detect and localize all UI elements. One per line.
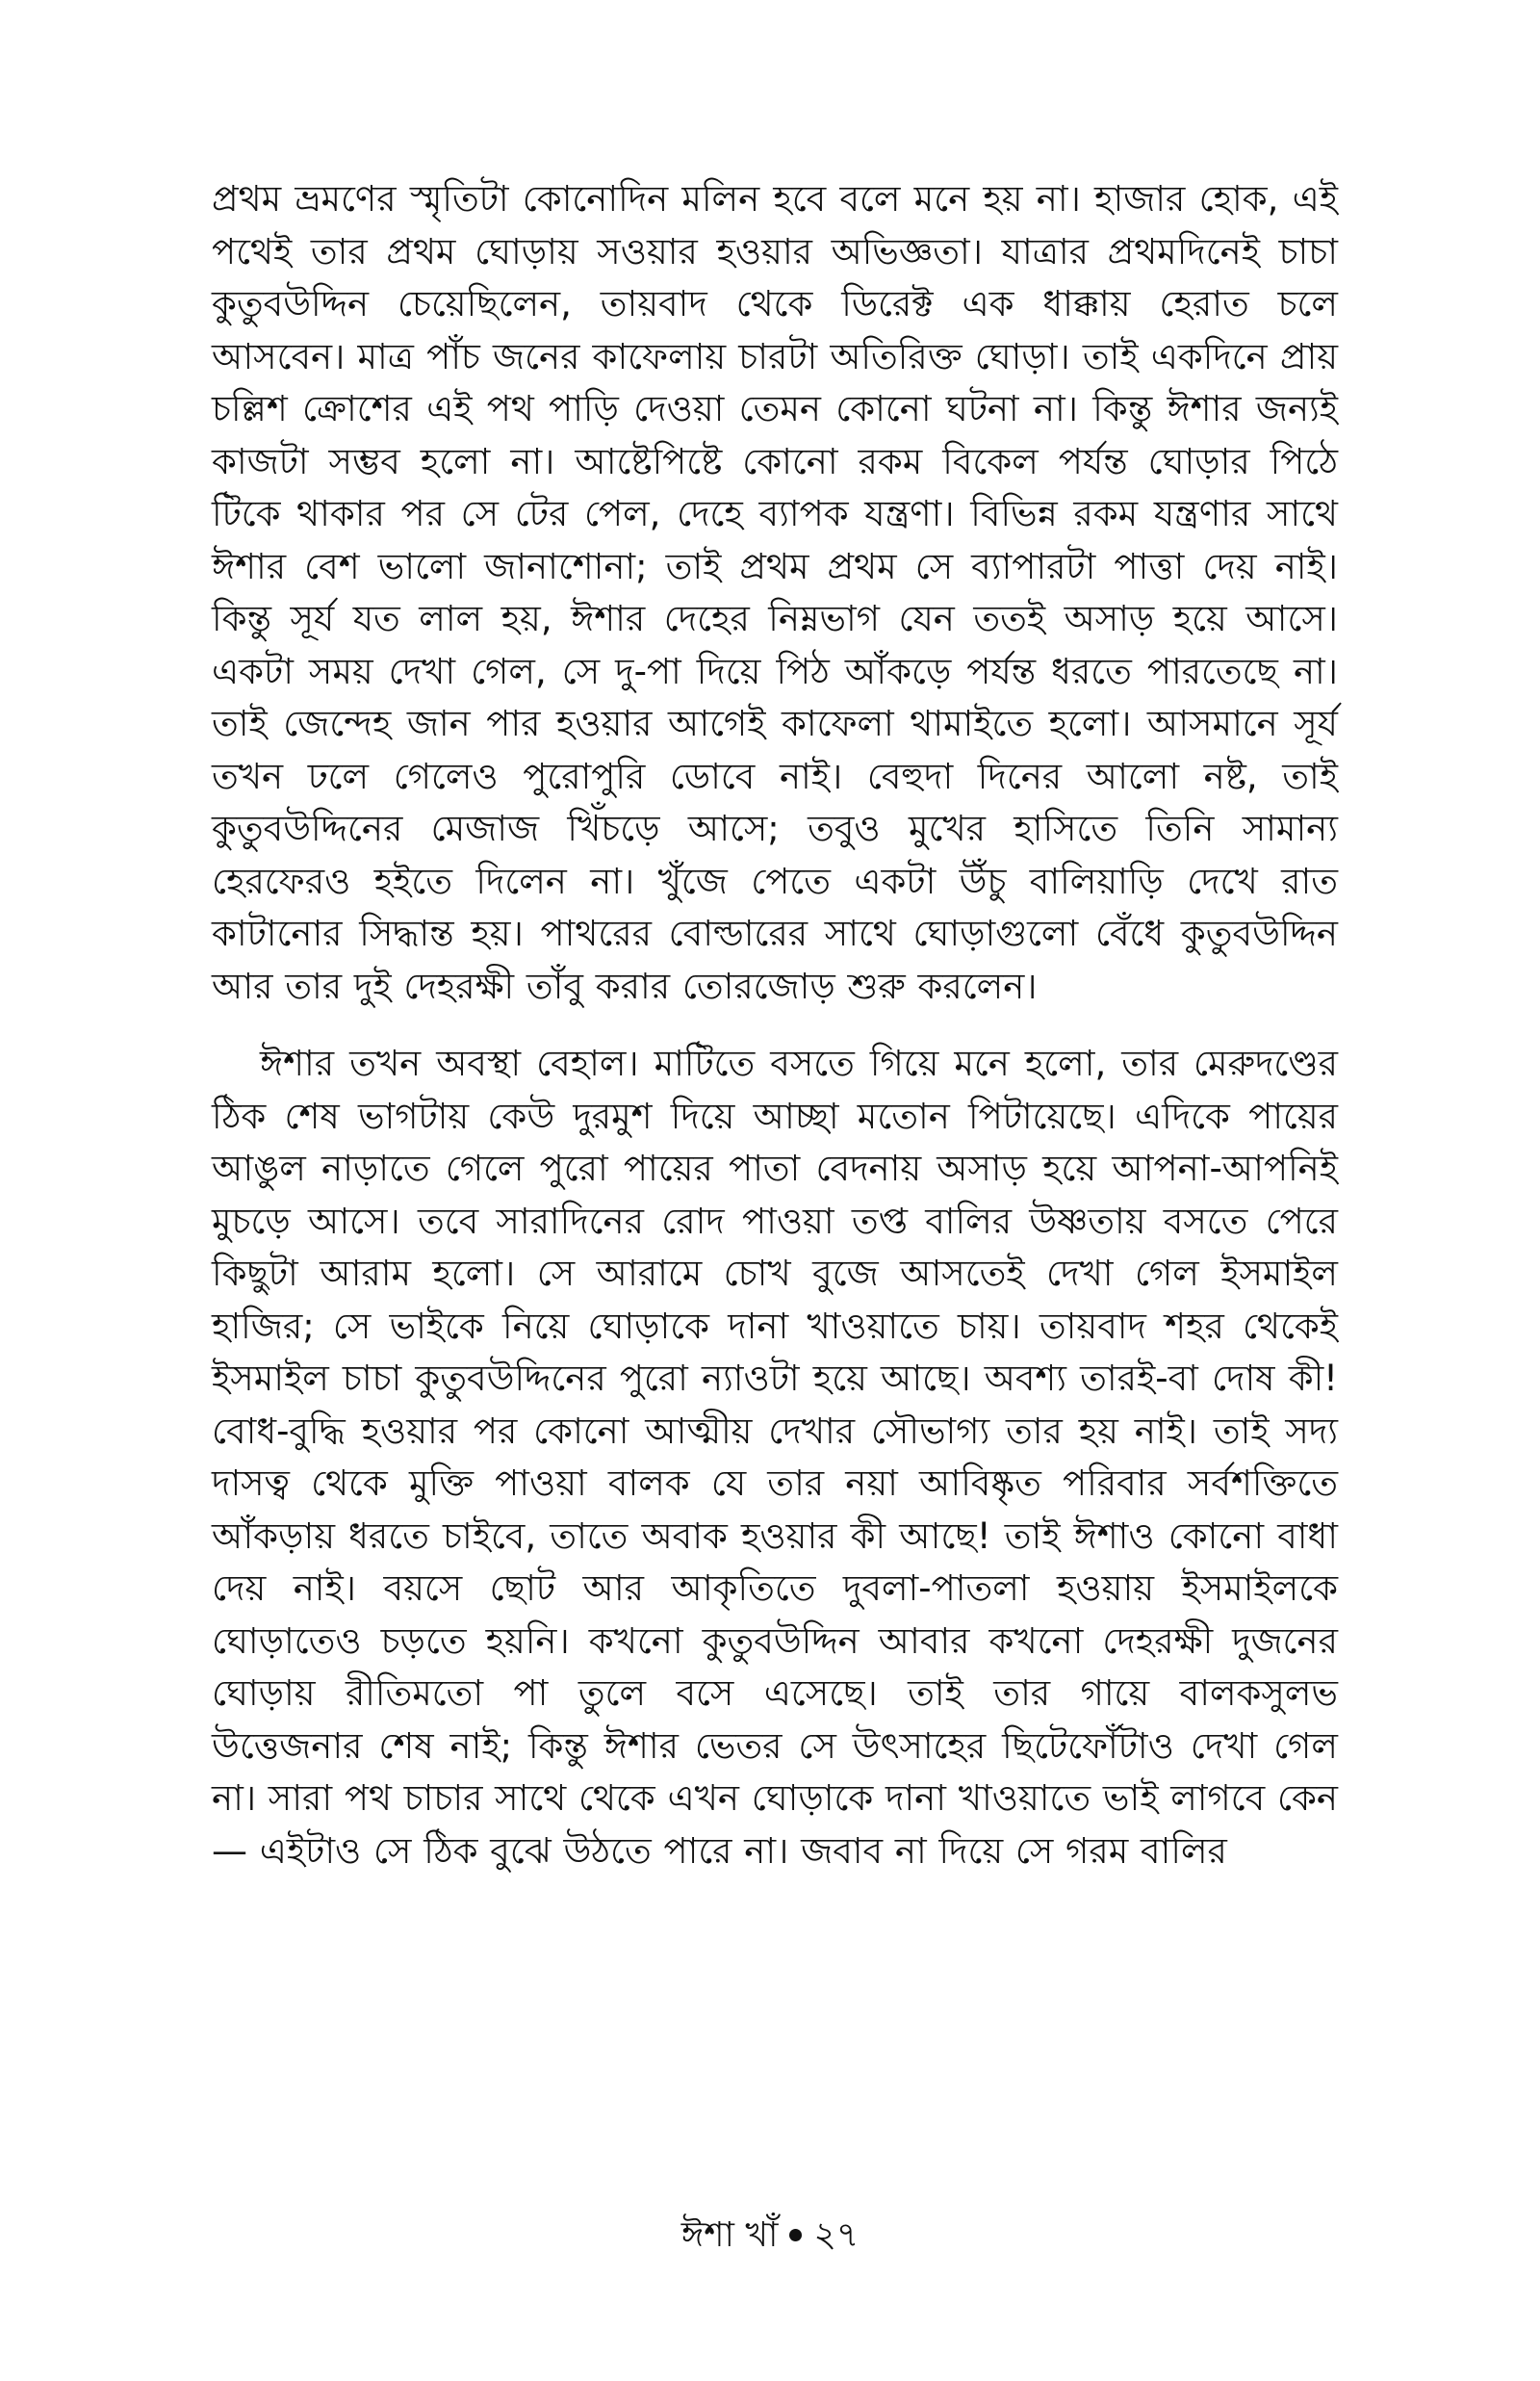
page-body [212,173,1338,1877]
bullet-icon [789,2229,802,2241]
footer-book-title: ঈশা খাঁ [680,2215,779,2255]
page-footer [0,2214,1540,2257]
paragraph-2: ঈশার তখন অবস্থা বেহাল। মাটিতে বসতে গিয়ে মনে হলো, তার মেরুদণ্ডের ঠিক শেষ ভাগটায় কেউ দুরমুশ দিয়ে আচ্ছা মতোন পিটায়েছে। এদিকে পায়ের আঙুল নাড়াতে গেলে পুরো পায়ের পাতা বেদনায় অসাড় হয়ে আপনা-আপনিই মুচড়ে আসে। তবে সারাদিনের রোদ পাওয়া তপ্ত বালির উষ্ণতায় বসতে পেরে কিছুটা আরাম হলো। সে আরামে চোখ বুজে আসতেই দেখা গেল ইসমাইল হাজির; সে ভাইকে নিয়ে ঘোড়াকে দানা খাওয়াতে চায়। তায়বাদ শহর থেকেই ইসমাইল চাচা কুতুবউদ্দিনের পুরো ন্যাওটা হয়ে আছে। অবশ্য তারই-বা দোষ কী! বোধ-বুদ্ধি হওয়ার পর কোনো আত্মীয় দেখার সৌভাগ্য তার হয় নাই। তাই সদ্য দাসত্ব থেকে মুক্তি পাওয়া বালক যে তার নয়া আবিষ্কৃত পরিবার সর্বশক্তিতে আঁকড়ায় ধরতে চাইবে, তাতে অবাক হওয়ার কী আছে! তাই ঈশাও কোনো বাধা দেয় নাই। বয়সে ছোট আর আকৃতিতে দুবলা-পাতলা হওয়ায় ইসমাইলকে ঘোড়াতেও চড়তে হয়নি। কখনো কুতুবউদ্দিন আবার কখনো দেহরক্ষী দুজনের ঘোড়ায় রীতিমতো পা তুলে বসে এসেছে। তাই তার গায়ে বালকসুলভ উত্তেজনার শেষ নাই; কিন্তু ঈশার ভেতর সে উৎসাহের ছিটেফোঁটাও দেখা গেল না। সারা পথ চাচার সাথে থেকে এখন ঘোড়াকে দানা খাওয়াতে ভাই লাগবে কেন— এইটাও সে ঠিক বুঝে উঠতে পারে না। জবাব না দিয়ে সে গরম বালির [212,1043,1338,1872]
footer-page-number: ২৭ [813,2215,860,2255]
paragraph-1: প্রথম ভ্রমণের স্মৃতিটা কোনোদিন মলিন হবে বলে মনে হয় না। হাজার হোক, এই পথেই তার প্রথম ঘোড়ায় সওয়ার হওয়ার অভিজ্ঞতা। যাত্রার প্রথমদিনেই চাচা কুতুবউদ্দিন চেয়েছিলেন, তায়বাদ থেকে ডিরেক্ট এক ধাক্কায় হেরাত চলে আসবেন। মাত্র পাঁচ জনের কাফেলায় চারটা অতিরিক্ত ঘোড়া। তাই একদিনে প্রায় চল্লিশ ক্রোশের এই পথ পাড়ি দেওয়া তেমন কোনো ঘটনা না। কিন্তু ঈশার জন্যই কাজটা সম্ভব হলো না। আষ্টেপিষ্টে কোনো রকম বিকেল পর্যন্ত ঘোড়ার পিঠে টিকে থাকার পর সে টের পেল, দেহে ব্যাপক যন্ত্রণা। বিভিন্ন রকম যন্ত্রণার সাথে ঈশার বেশ ভালো জানাশোনা; তাই প্রথম প্রথম সে ব্যাপারটা পাত্তা দেয় নাই। কিন্তু সূর্য যত লাল হয়, ঈশার দেহের নিম্নভাগ যেন ততই অসাড় হয়ে আসে। একটা সময় দেখা গেল, সে দু-পা দিয়ে পিঠ আঁকড়ে পর্যন্ত ধরতে পারতেছে না। তাই জেন্দেহ জান পার হওয়ার আগেই কাফেলা থামাইতে হলো। আসমানে সূর্য তখন ঢলে গেলেও পুরোপুরি ডোবে নাই। বেহুদা দিনের আলো নষ্ট, তাই কুতুবউদ্দিনের মেজাজ খিঁচড়ে আসে; তবুও মুখের হাসিতে তিনি সামান্য হেরফেরও হইতে দিলেন না। খুঁজে পেতে একটা উঁচু বালিয়াড়ি দেখে রাত কাটানোর সিদ্ধান্ত হয়। পাথরের বোল্ডারের সাথে ঘোড়াগুলো বেঁধে কুতুবউদ্দিন আর তার দুই দেহরক্ষী তাঁবু করার তোরজোড় শুরু করলেন। [212,178,1338,1007]
